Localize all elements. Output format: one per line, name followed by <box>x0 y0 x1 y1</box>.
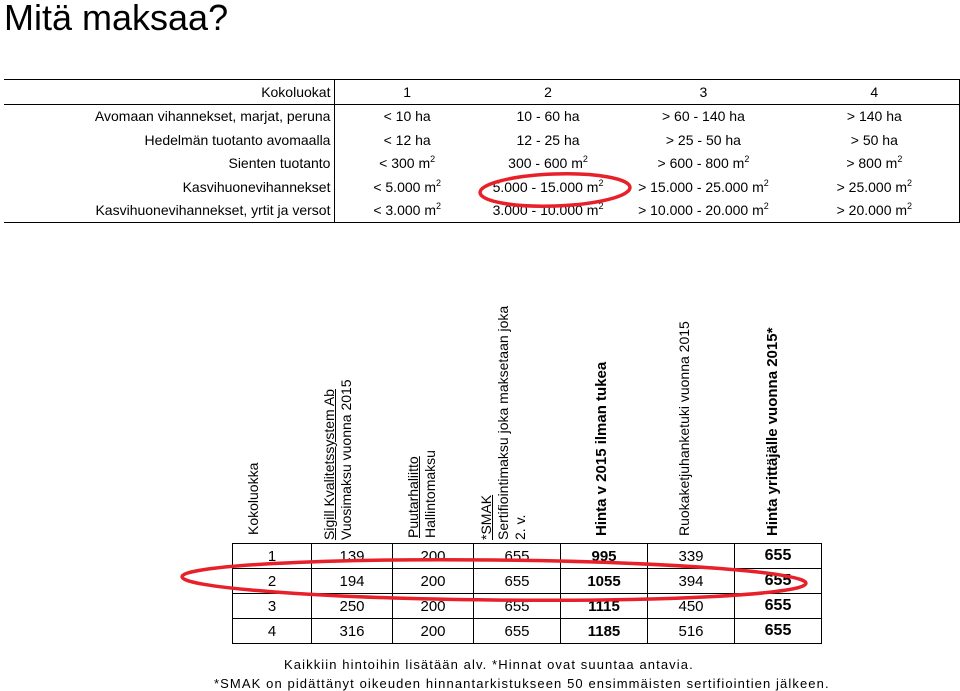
header-text: 2. v. <box>512 514 528 540</box>
cell-value: < 300 m <box>379 155 431 172</box>
sigill-fee-cell: 194 <box>312 569 393 594</box>
row-label: Kasvihuonevihannekset <box>4 175 335 199</box>
exponent: 2 <box>907 201 913 212</box>
size-class-cell: 4 <box>233 619 312 644</box>
header-text: *SMAK <box>478 494 494 540</box>
smak-fee-cell: 655 <box>474 619 561 644</box>
puutarha-fee-cell: 200 <box>393 594 474 619</box>
puutarha-fee-cell: 200 <box>393 619 474 644</box>
puutarha-fee-cell: 200 <box>393 544 474 569</box>
row-label: Avomaan vihannekset, marjat, peruna <box>4 104 335 128</box>
cell: < 10 ha <box>383 108 431 125</box>
cell-value: 300 - 600 m <box>508 155 583 172</box>
sigill-fee-cell: 139 <box>312 544 393 569</box>
size-class-cell: 2 <box>233 569 312 594</box>
cell-value: > 800 m <box>846 155 898 172</box>
header-text: Sigill Kvalitetssystem Ab <box>321 389 337 540</box>
highlight-ellipse-class-2-size <box>479 171 630 208</box>
entrepreneur-price-cell: 655 <box>735 594 822 619</box>
price-without-support-cell: 1115 <box>561 594 648 619</box>
support-cell: 394 <box>648 569 735 594</box>
header-text: Hinta v 2015 ilman tukea <box>593 361 610 536</box>
support-cell: 450 <box>648 594 735 619</box>
exponent: 2 <box>907 177 913 188</box>
header-text: Puutarhaliitto <box>405 456 421 538</box>
exponent: 2 <box>897 154 903 165</box>
page-title: Mitä maksaa? <box>4 0 229 38</box>
exponent: 2 <box>763 201 769 212</box>
class-4-header: 4 <box>790 80 960 105</box>
smak-fee-cell: 655 <box>474 569 561 594</box>
price-without-support-cell: 1185 <box>561 619 648 644</box>
exponent: 2 <box>763 177 769 188</box>
row-label: Kasvihuonevihannekset, yrtit ja versot <box>4 199 335 223</box>
size-class-cell: 3 <box>233 594 312 619</box>
cell-value: > 15.000 - 25.000 m <box>638 178 764 195</box>
header-label: Kokoluokat <box>4 80 335 105</box>
class-1-header: 1 <box>335 80 479 105</box>
row-label: Sienten tuotanto <box>4 152 335 176</box>
support-cell: 339 <box>648 544 735 569</box>
exponent: 2 <box>598 177 604 188</box>
header-text: Hallintomaksu <box>422 450 438 538</box>
cell: 12 - 25 ha <box>516 131 580 148</box>
highlight-ellipse-class-2-price <box>182 557 806 604</box>
header-text: Ruokaketjuhanketuki vuonna 2015 <box>676 321 692 536</box>
cell: > 50 ha <box>790 128 960 152</box>
puutarha-fee-cell: 200 <box>393 569 474 594</box>
cell-value: > 600 - 800 m <box>657 155 745 172</box>
entrepreneur-price-cell: 655 <box>735 619 822 644</box>
price-without-support-cell: 995 <box>561 544 648 569</box>
footnote-smak: *SMAK on pidättänyt oikeuden hinnantarkistukseen 50 ensimmäisten sertifiointien jälkeen. <box>214 676 830 691</box>
cell-value: < 3.000 m <box>373 202 436 219</box>
exponent: 2 <box>598 201 604 212</box>
exponent: 2 <box>435 177 441 188</box>
header-text: Kokoluokka <box>245 462 261 535</box>
cell-value: > 20.000 m <box>836 202 908 219</box>
cell: > 140 ha <box>790 104 960 128</box>
header-text: Vuosimaksu vuonna 2015 <box>338 379 354 540</box>
cell-value: 5.000 - 15.000 m <box>492 178 599 195</box>
sigill-fee-cell: 250 <box>312 594 393 619</box>
cell: > 25 - 50 ha <box>665 131 741 148</box>
entrepreneur-price-cell: 655 <box>735 569 822 594</box>
class-2-header: 2 <box>479 80 617 105</box>
sigill-fee-cell: 316 <box>312 619 393 644</box>
cell-value: 3.000 - 10.000 m <box>492 202 599 219</box>
cell: > 60 - 140 ha <box>661 108 745 125</box>
cell-value: < 5.000 m <box>373 178 436 195</box>
exponent: 2 <box>744 154 750 165</box>
row-label: Hedelmän tuotanto avomaalla <box>4 128 335 152</box>
size-class-cell: 1 <box>233 544 312 569</box>
entrepreneur-price-cell: 655 <box>735 544 822 569</box>
cell: 10 - 60 ha <box>516 108 580 125</box>
header-text: Sertifiointimaksu joka maksetaan joka <box>495 305 511 540</box>
header-text: Hinta yrittäjälle vuonna 2015* <box>764 327 781 536</box>
class-3-header: 3 <box>617 80 789 105</box>
cell-value: > 10.000 - 20.000 m <box>638 202 764 219</box>
exponent: 2 <box>435 201 441 212</box>
smak-fee-cell: 655 <box>474 544 561 569</box>
footnote-vat: Kaikkiin hintoihin lisätään alv. *Hinnat ovat suuntaa antavia. <box>284 657 694 672</box>
smak-fee-cell: 655 <box>474 594 561 619</box>
exponent: 2 <box>430 154 436 165</box>
cell-value: > 25.000 m <box>836 178 908 195</box>
exponent: 2 <box>582 154 588 165</box>
support-cell: 516 <box>648 619 735 644</box>
cell: < 12 ha <box>383 131 431 148</box>
price-without-support-cell: 1055 <box>561 569 648 594</box>
